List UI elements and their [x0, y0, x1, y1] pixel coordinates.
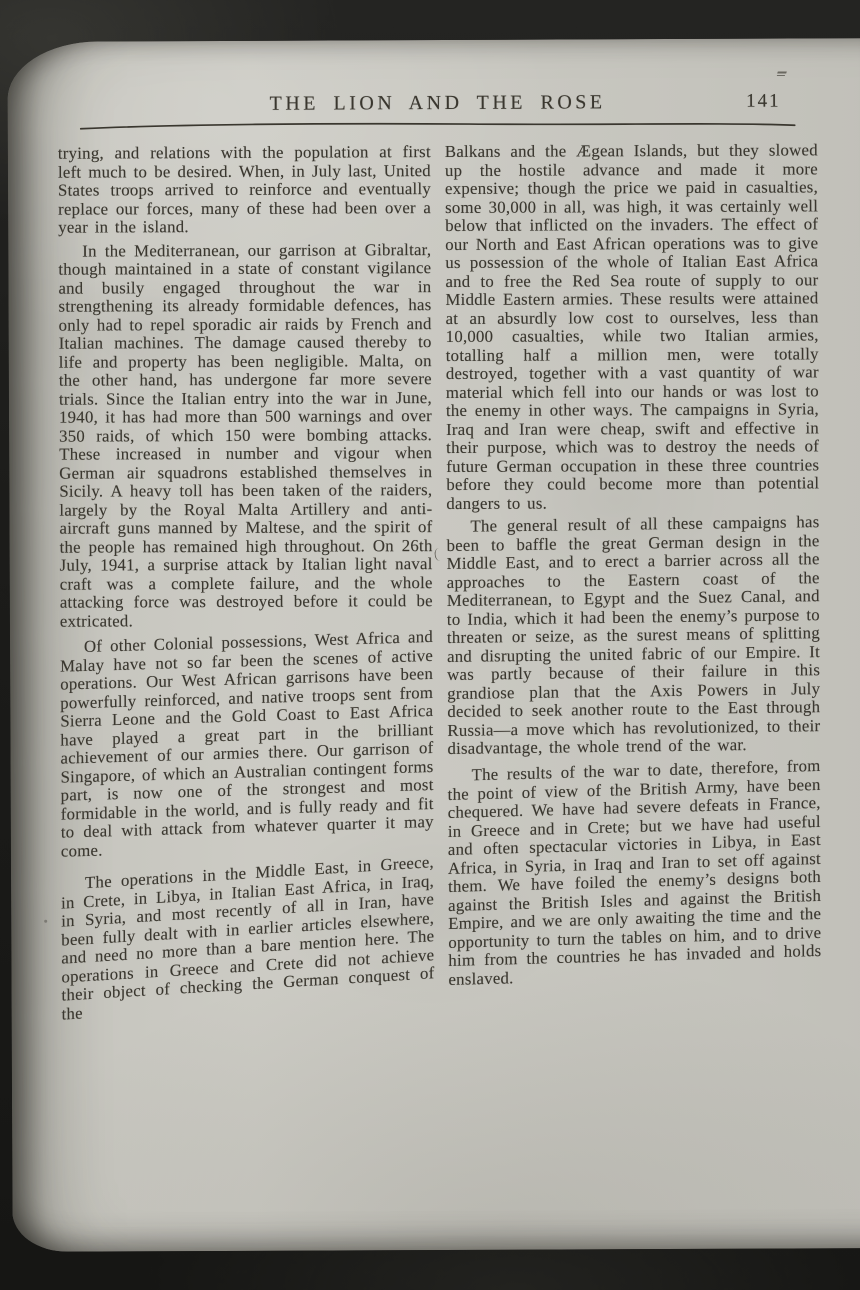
- paragraph: The general result of all these campaigns has been to baffle the great German design in the Middle East, and to erect a barrier across all the approaches to the Eastern coast of the Mediterranean, to Egypt and the Suez Canal, and to India, which it had been the enemy’s purpose to threaten or seize, as the surest means of splitting and disrupting the united fabric of our Empire. It was partly because of their failure in this grandiose plan that the Axis Powers in July decided to seek another route to the East through Russia—a move which has revolutionized, to their disadvantage, the whole trend of the war.: [446, 512, 821, 758]
- page-content: [57, 38, 821, 1028]
- ink-speck: [44, 920, 47, 923]
- paragraph: The results of the war to date, therefore, from the point of view of the British Army, have been chequered. We have had severe defeats in France, in Greece and in Crete; but we have had useful and often spectacular victories in Libya, in East Africa, in Syria, in Iraq and Iran to set off against them. We have foiled the enemy’s designs both against the British Isles and against the British Empire, and we are only awaiting the time and the opportunity to turn the tables on him, and to drive him from the countries he has invaded and holds enslaved.: [447, 755, 822, 988]
- book-page: [7, 38, 860, 1252]
- paragraph: The operations in the Middle East, in Greece, in Crete, in Libya, in Italian East Africa, in Iraq, in Syria, and most recently of all in Iran, have been fully dealt with in earlier articles elsewhere, and need no more than a bare mention here. The operations in Greece and Crete did not achieve their object of checking the German conquest of the: [61, 852, 435, 1024]
- paragraph: In the Mediterranean, our garrison at Gibraltar, though maintained in a state of constant vigilance and busily engaged throughout the war in strengthening its already formidable defences, has only had to repel sporadic air raids by French and Italian machines. The damage caused thereby to life and property has been negligible. Malta, on the other hand, has undergone far more severe trials. Since the Italian entry into the war in June, 1940, it has had more than 500 warnings and over 350 raids, of which 150 were bombing attacks. These increased in number and vigour when German air squadrons established themselves in Sicily. A heavy toll has been taken of the raiders, largely by the Royal Malta Artillery and anti-aircraft guns manned by Maltese, and the spirit of the people has remained high throughout. On 26th July, 1941, a surprise attack by Italian light naval craft was a complete failure, and the whole attacking force was destroyed before it could be extricated.: [58, 239, 433, 631]
- paragraph: trying, and relations with the population at first left much to be desired. When, in July last, United States troops arrived to reinforce and eventually replace our forces, many of these had been over a year in the island.: [57, 142, 432, 237]
- page-number: 141: [746, 90, 781, 112]
- text-columns: [58, 141, 822, 1028]
- page-header: [58, 88, 818, 117]
- paragraph: Of other Colonial possessions, West Africa and Malay have not so far been the scenes of active operations. Our West African garrisons have been powerfully reinforced, and native troops sent from Sierra Leone and the Gold Coast to East Africa have played a great part in the brilliant achievement of our armies there. Our garrison of Singapore, of which an Australian contingent forms part, is now one of the strongest and most formidable in the world, and is fully ready and fit to deal with attack from whatever quarter it may come.: [60, 626, 434, 861]
- header-rule: [80, 118, 796, 131]
- running-title: THE LION AND THE ROSE: [269, 91, 606, 115]
- paragraph: Balkans and the Ægean Islands, but they slowed up the hostile advance and made it more expensive; though the price we paid in casualties, some 30,000 in all, was high, it was certainly well below that inflicted on the invaders. The effect of our North and East African operations was to give us possession of the whole of Italian East Africa and to free the Red Sea route of supply to our Middle Eastern armies. These results were attained at an absurdly low cost to ourselves, less than 10,000 casualties, while two Italian armies, totalling half a million men, were totally destroyed, together with a vast quantity of war material which fell into our hands or was lost to the enemy in other ways. The campaigns in Syria, Iraq and Iran were cheap, swift and effective in their purpose, which was to destroy the needs of future German occupation in these three countries before they could become more than potential dangers to us.: [444, 140, 820, 513]
- right-column: [445, 141, 822, 1027]
- left-column: [58, 143, 435, 1029]
